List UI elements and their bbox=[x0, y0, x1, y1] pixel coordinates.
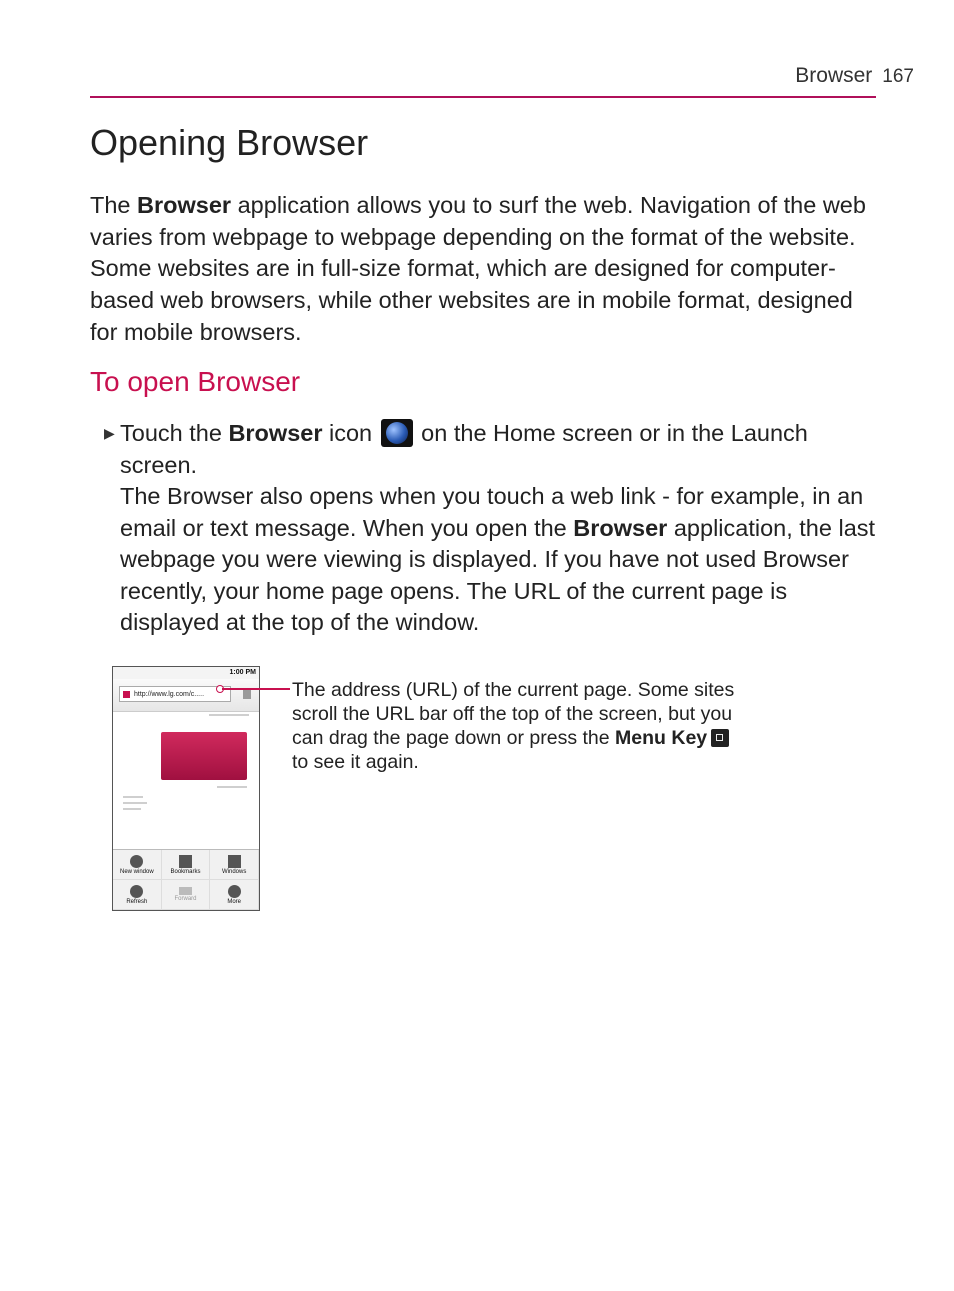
intro-paragraph bbox=[90, 190, 880, 349]
menu-bookmarks[interactable] bbox=[162, 850, 211, 880]
page-title: Opening Browser bbox=[90, 122, 369, 163]
menu-label: New window bbox=[119, 868, 154, 875]
menu-windows[interactable] bbox=[210, 850, 259, 880]
menu-forward[interactable] bbox=[162, 880, 211, 910]
menu-label: Forward bbox=[174, 896, 197, 902]
caption-bold: Menu Key bbox=[615, 727, 708, 749]
menu-refresh[interactable] bbox=[113, 880, 162, 910]
step-line1-mid: icon bbox=[322, 420, 379, 446]
arrow-right-icon bbox=[179, 887, 192, 895]
content-line bbox=[217, 786, 247, 788]
step-line1-post: on the Home screen or in the Launch screen. bbox=[120, 420, 808, 478]
menu-key-icon bbox=[711, 729, 729, 747]
bookmark-icon bbox=[243, 689, 251, 699]
menu-label: Bookmarks bbox=[170, 868, 201, 875]
intro-post: application allows you to surf the web. Navigation of the web varies from webpage to webpage depending on the format of the website. Some websites are in full-size format, which are designed for computer-based web browsers, while other websites are in mobile format, designed for mobile browsers. bbox=[90, 192, 866, 345]
status-bar: 1:00 PM bbox=[113, 667, 259, 679]
step-para2-bold: Browser bbox=[573, 514, 668, 541]
chevron-down-circle-icon bbox=[228, 885, 241, 898]
step-paragraph-2 bbox=[120, 481, 884, 639]
step-item bbox=[104, 418, 884, 639]
callout-caption bbox=[292, 678, 752, 774]
page-header bbox=[795, 64, 914, 88]
browser-screenshot bbox=[112, 666, 260, 911]
menu-label: Refresh bbox=[126, 898, 148, 905]
bookmark-icon bbox=[179, 855, 192, 868]
menu-label: More bbox=[227, 898, 241, 905]
content-line bbox=[123, 808, 141, 810]
menu-new-window[interactable] bbox=[113, 850, 162, 880]
caption-text: The address (URL) of the current page. Some sites scroll the URL bar off the top of the screen, but you can drag the page down or press the bbox=[292, 679, 735, 749]
section-name: Browser bbox=[795, 64, 873, 87]
content-line bbox=[123, 802, 147, 804]
refresh-icon bbox=[130, 885, 143, 898]
browser-globe-icon bbox=[381, 419, 413, 447]
step-para2-post: application, the last webpage you were viewing is displayed. If you have not used Browser recently, your home page opens. The URL of the current page is displayed at the top of the window. bbox=[120, 514, 876, 635]
bullet-arrow-icon: ▶ bbox=[104, 425, 115, 441]
intro-pre: The bbox=[90, 192, 138, 218]
menu-more[interactable] bbox=[210, 880, 259, 910]
url-bar bbox=[113, 679, 259, 712]
intro-bold: Browser bbox=[137, 192, 232, 218]
header-rule bbox=[90, 96, 876, 98]
browser-menu bbox=[113, 849, 259, 910]
step-line1-bold: Browser bbox=[228, 420, 323, 446]
windows-icon bbox=[228, 855, 241, 868]
subheading: To open Browser bbox=[90, 366, 301, 397]
step-para2-pre: The Browser also opens when you touch a web link - for example, in an email or text message. When you open the bbox=[120, 483, 864, 541]
page-banner bbox=[161, 732, 247, 780]
url-field: http://www.lg.com/c..... bbox=[119, 686, 231, 702]
menu-label: Windows bbox=[221, 868, 247, 875]
page-number: 167 bbox=[882, 66, 914, 87]
content-line bbox=[209, 714, 249, 716]
caption-post: to see it again. bbox=[292, 751, 419, 773]
step-block bbox=[104, 418, 884, 639]
page-content bbox=[113, 712, 259, 852]
callout-line bbox=[222, 688, 290, 690]
plus-circle-icon bbox=[130, 855, 143, 868]
step-line1-pre: Touch the bbox=[120, 420, 229, 446]
content-line bbox=[123, 796, 143, 798]
